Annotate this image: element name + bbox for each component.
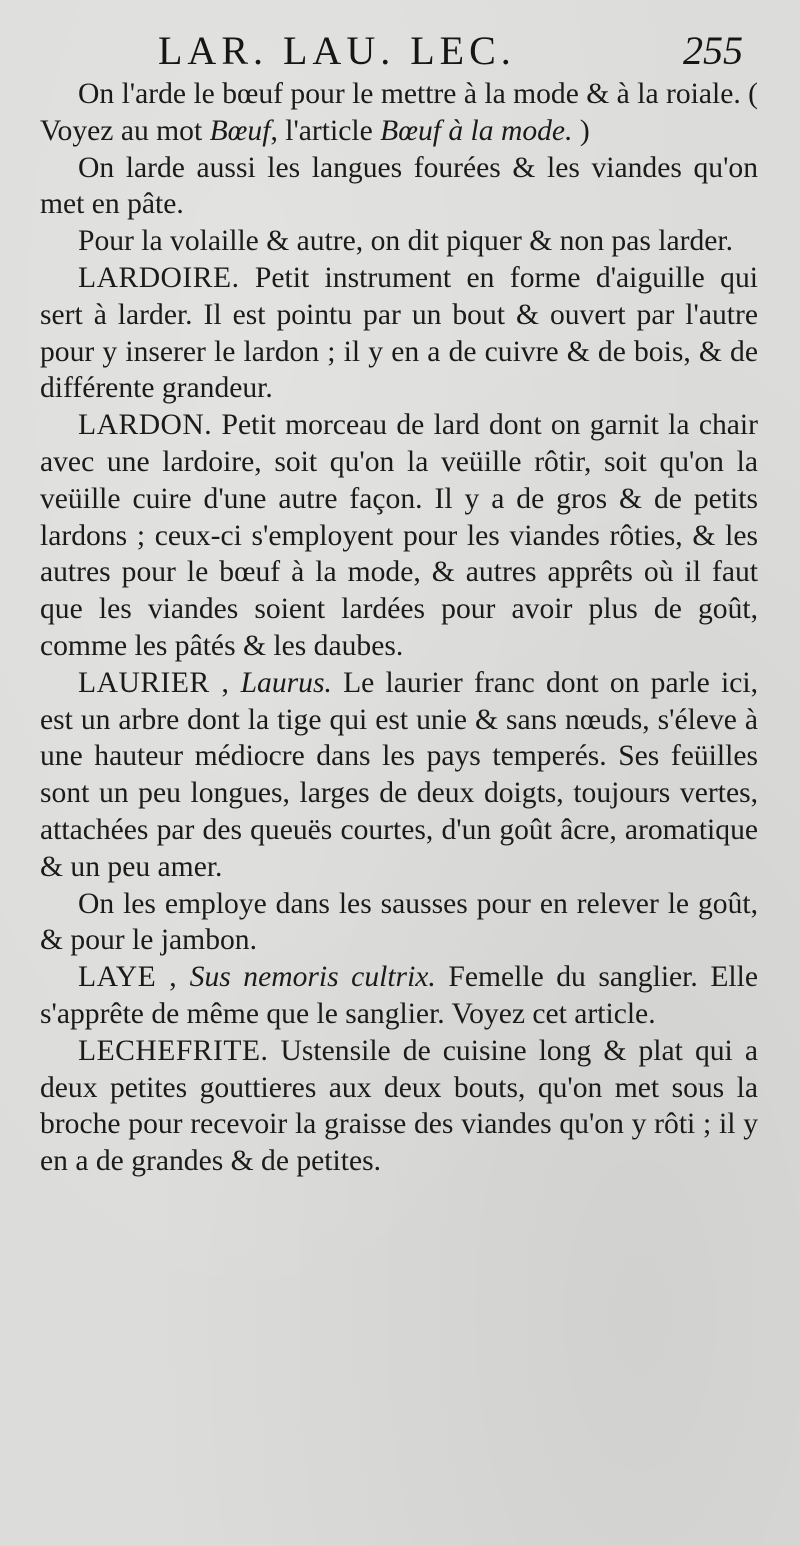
headword: LECHEFRITE. [78,1034,269,1067]
headword: LAURIER , [78,666,230,699]
entry-text: Petit instrument en forme d'aiguille qui sert à larder. Il est pointu par un bout & ouvert par l'autre pour y inserer le lardon ; il y en a de cuivre & de bois, & de différente grandeur. [40,261,758,405]
paragraph-poultry [40,223,758,260]
page-header [0,26,800,76]
paragraph-text: Pour la volaille & autre, on dit piquer & non pas larder. [78,225,734,258]
headword: LARDON. [78,409,213,442]
headword: LAYE , [78,961,178,994]
paragraph-text: On l'arde le bœuf pour le mettre à la mode & à la roiale. ( Voyez au mot [40,78,758,147]
entry-text: Le laurier franc dont on parle ici, est un arbre dont la tige qui est unie & sans nœuds, s'éleve à une hauteur médiocre dans les pays temperés. Ses feüilles sont un peu longues, larges de deux doigts, toujours vertes, attachées par des queuës courtes, d'un goût âcre, aromatique & un peu amer. [40,666,758,883]
entry-lechefrite [40,1033,758,1180]
body-text [40,76,758,1180]
paragraph-larder-tongues [40,150,758,224]
page-number: 255 [683,28,743,73]
cross-reference: Bœuf à la mode. [380,114,573,147]
entry-lardoire [40,260,758,407]
entry-lardon [40,407,758,665]
paragraph-laurier-usage [40,886,758,960]
entry-laye [40,959,758,1033]
entry-text: Petit morceau de lard dont on garnit la chair avec une lardoire, soit qu'on la veüille rôtir, soit qu'on la veüille cuire d'une autre façon. Il y a de gros & de petits lardons ; ceux-ci s'employent pour les viandes rôties, & les autres pour le bœuf à la mode, & autres apprêts où il faut que les viandes soient lardées pour avoir plus de goût, comme les pâtés & les daubes. [40,409,759,662]
latin-name: Laurus. [240,666,332,699]
paragraph-text: On larde aussi les langues fourées & les viandes qu'on met en pâte. [40,151,758,221]
paragraph-text: ) [572,114,590,147]
paragraph-text: , l'article [270,114,381,147]
running-head: LAR. LAU. LEC. [158,28,516,73]
headword: LARDOIRE. [78,261,240,294]
entry-laurier [40,665,758,886]
paragraph-text: On les employe dans les sausses pour en relever le goût, & pour le jambon. [40,887,758,957]
paragraph-larder-beef [40,76,758,150]
entry-text: Ustensile de cuisine long & plat qui a deux petites gouttieres aux deux bouts, qu'on met sous la broche pour recevoir la graisse des viandes qu'on y rôti ; il y en a de grandes & de petites. [40,1034,758,1178]
entry-text: Femelle du sanglier. Elle s'apprête de même que le sanglier. Voyez cet article. [40,961,758,1030]
latin-name: Sus nemoris cultrix. [189,961,436,994]
cross-reference: Bœuf [209,114,271,147]
